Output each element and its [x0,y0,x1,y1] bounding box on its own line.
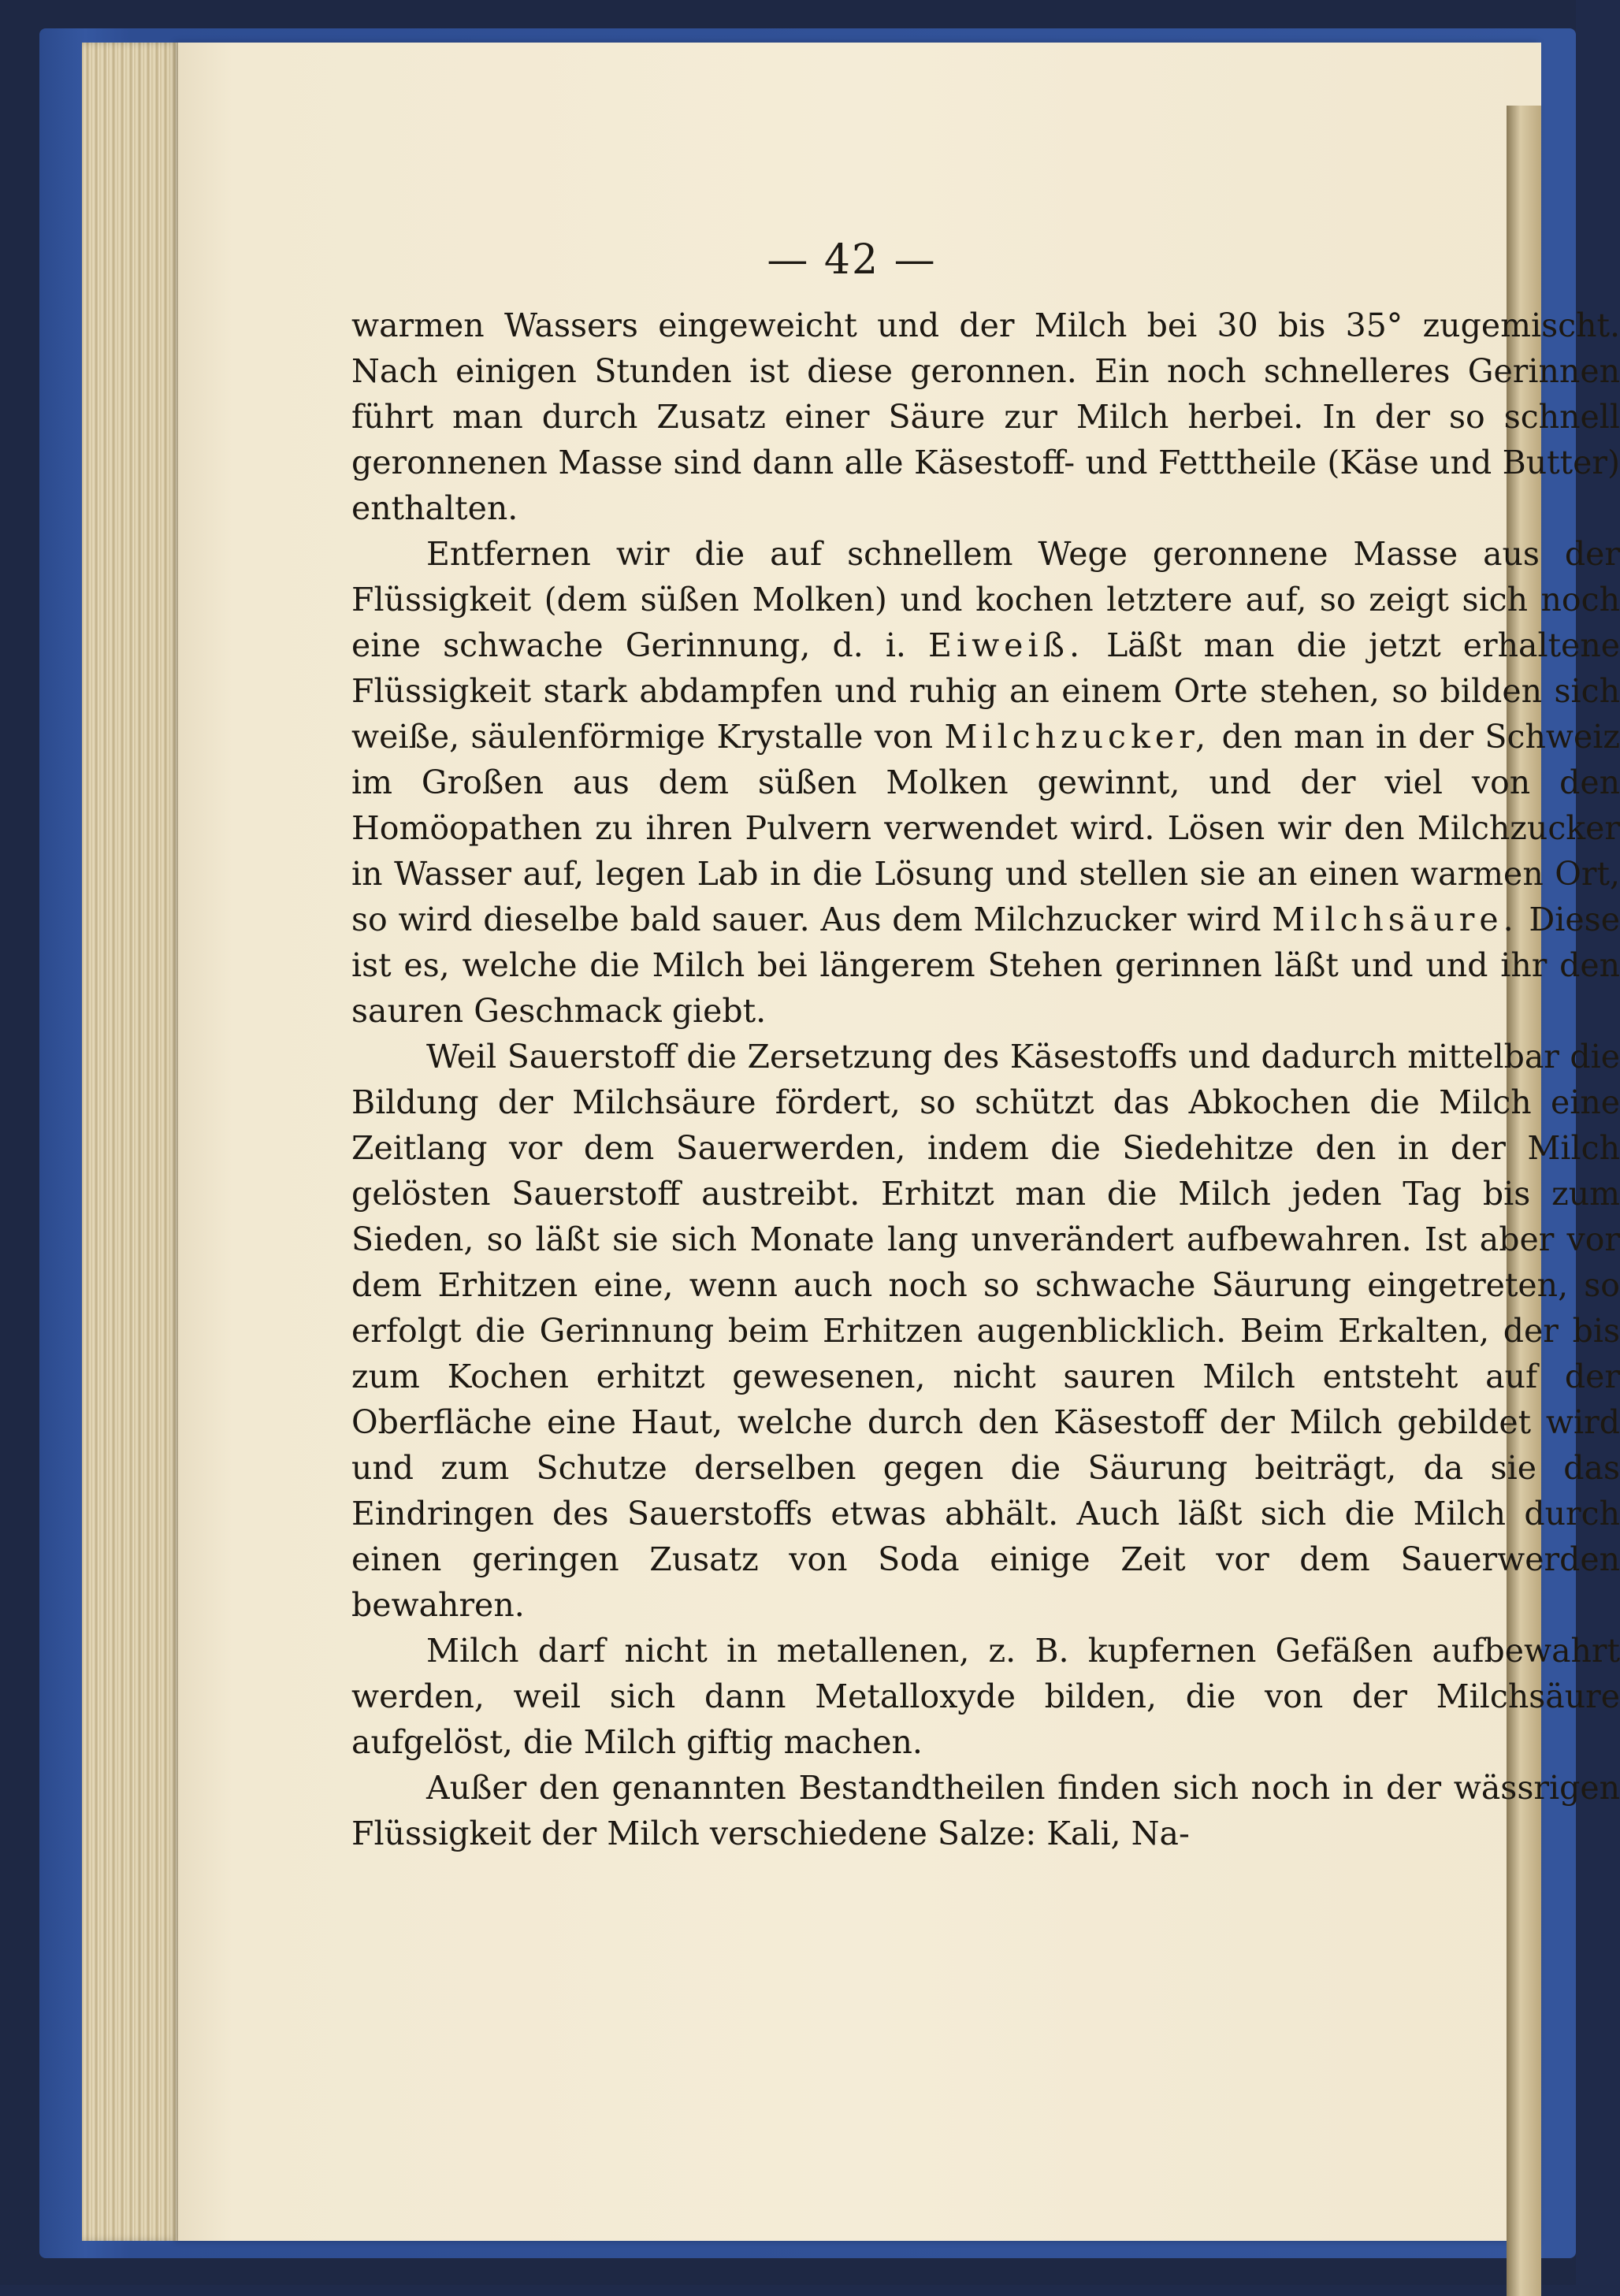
paragraph-2-part-2: Läßt man die jetzt erhaltene Flüssigkeit stark abdampfen und ruhig an einem Orte stehen, so bilden sich weiße, säulenförmige Krystalle von [351,626,1620,756]
paragraph-2-part-1: Entfernen wir die auf schnellem Wege geronnene Masse aus der Flüssigkeit (dem süßen Molken) und kochen letztere auf, so zeigt sich noch eine schwache Gerinnung, d. i. [351,535,1620,664]
term-milchzucker: Milchzucker, [944,718,1211,756]
paragraph-3: Weil Sauerstoff die Zersetzung des Käsestoffs und dadurch mittelbar die Bildung der Milchsäure fördert, so schützt das Abkochen die Milch eine Zeitlang vor dem Sauerwerden, indem die Siedehitze den in der Milch gelösten Sauerstoff austreibt. Erhitzt man die Milch jeden Tag bis zum Sieden, so läßt sie sich Monate lang unverändert aufbewahren. Ist aber vor dem Erhitzen eine, wenn auch noch so schwache Säurung eingetreten, so erfolgt die Gerinnung beim Erhitzen augenblicklich. Beim Erkalten, der bis zum Kochen erhitzt gewesenen, nicht sauren Milch entsteht auf der Oberfläche eine Haut, welche durch den Käsestoff der Milch gebildet wird und zum Schutze derselben gegen die Säurung beiträgt, da sie das Eindringen des Sauerstoffs etwas abhält. Auch läßt sich die Milch durch einen geringen Zusatz von Soda einige Zeit vor dem Sauerwerden bewahren. [351,1038,1620,1624]
paragraph-2-part-4: Diese ist es, welche die Milch bei längerem Stehen gerinnen läßt und und ihr den sauren Geschmack giebt. [351,901,1620,1030]
page-edges [82,43,192,2241]
paragraph-1: warmen Wassers eingeweicht und der Milch bei 30 bis 35° zugemischt. Nach einigen Stunden ist diese geronnen. Ein noch schnelleres Gerinnen führt man durch Zusatz einer Säure zur Milch herbei. In der so schnell geronnenen Masse sind dann alle Käsestoff- und Fetttheile (Käse und Butter) enthalten. [351,307,1620,527]
body-text [351,303,1620,1856]
term-eiweiss: Eiweiß. [928,626,1084,664]
paragraph-4: Milch darf nicht in metallenen, z. B. kupfernen Gefäßen aufbewahrt werden, weil sich dann Metalloxyde bilden, die von der Milchsäure aufgelöst, die Milch giftig machen. [351,1632,1620,1761]
term-milchsaeure: Milchsäure. [1272,901,1518,938]
paragraph-5: Außer den genannten Bestandtheilen finden sich noch in der wässrigen Flüssigkeit der Milch verschiedene Salze: Kali, Na- [351,1769,1620,1852]
book-page [178,43,1620,2241]
paragraph-2 [351,531,1620,1034]
paragraph-2-part-3: den man in der Schweiz im Großen aus dem süßen Molken gewinnt, und der viel von den Homöopathen zu ihren Pulvern verwendet wird. Lösen wir den Milchzucker in Wasser auf, legen Lab in die Lösung und stellen sie an einen warmen Ort, so wird dieselbe bald sauer. Aus dem Milchzucker wird [351,718,1620,938]
page-number: — 42 — [767,236,937,284]
